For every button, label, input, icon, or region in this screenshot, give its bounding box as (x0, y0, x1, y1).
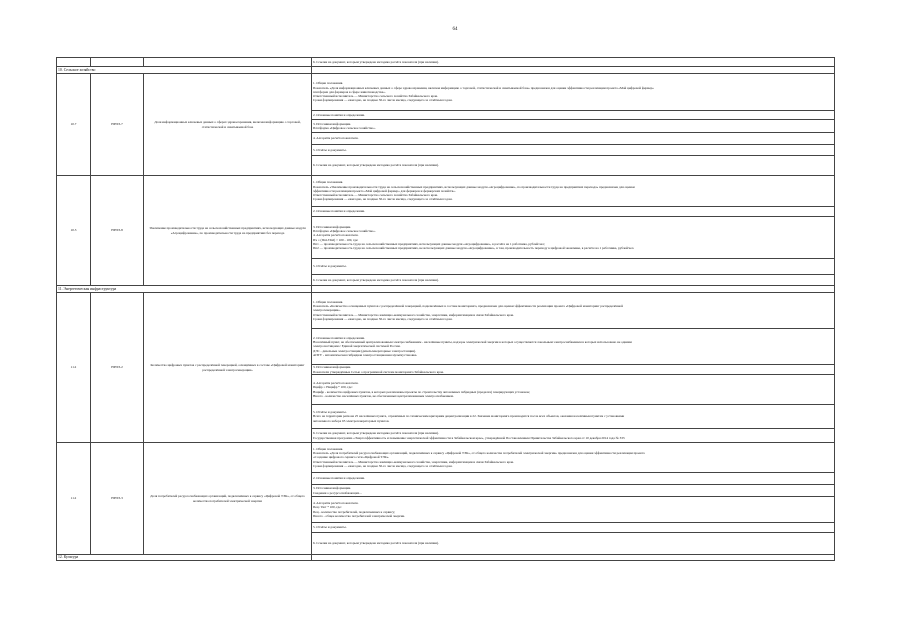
method-cell (312, 176, 835, 207)
text-line: Нацифр - количество цифровых пунктов, в которых реализованы проекты по строительству автономных гибридных (пределах) генерирующих установок; (313, 389, 530, 394)
indicator-name: Доля потребителей ресурсоснабжающих организаций, подключённых к сервису «Цифровой ТЭК», от общего количества потребителей электрической энергии (144, 443, 312, 555)
text-line: 6. Ссылки на документ, которым утверждена методика расчёта показателя (при наличии). (313, 277, 439, 282)
table-row (57, 74, 835, 111)
text-line: 1. Общие положения. (313, 180, 344, 185)
text-line: Показатель «Увеличение производительности труда на сельскохозяйственных предприятиях, использующих данные модуля «Агроцифрование», по производительности труда на предприятиях перехода» предназначен для оценки (313, 184, 635, 189)
table-row (57, 443, 835, 473)
text-line: Ответственный исполнитель — Министерство сельского хозяйства Забайкальского края. (313, 193, 438, 198)
method-cell (312, 533, 835, 555)
method-cell (312, 120, 835, 133)
table-row (57, 293, 835, 329)
section-title: 10. Сельское хозяйство (57, 67, 312, 74)
section-spacer (312, 555, 835, 561)
text-line: Государственная программа «Энергоэффективность и повышение энергетической эффективности в Забайкальском крае», утверждённой Постановлением Правительства Забайкальского края от 10 декабря 2014 года № 333 (313, 435, 625, 440)
method-cell (312, 207, 835, 217)
indicator-name: Увеличение производительности труда на сельскохозяйственных предприятиях, использующих данные модуля «Агроцифрование», по производительности труда на предприятиях без перехода (144, 176, 312, 286)
text-line: Населённый пункт, не обеспеченный централизованным электроснабжением - населённые пункты, надзоры электрической энергии в которых осуществляется локальным электроснабжением в которых использовано не одними (313, 340, 632, 345)
text-line: Сроки формирования — ежегодно, не позднее 30-го числа месяца, следующего за отчётным годом. (313, 316, 453, 321)
text-line: 4. Алгоритм расчёта показателя. (313, 136, 359, 141)
text-line: 3. Источники информации. (313, 486, 352, 491)
section-row (57, 555, 835, 561)
text-line: 3. Источники информации. (313, 121, 352, 126)
text-line: Платформа «Цифровое сельское хозяйство». (313, 229, 376, 234)
text-line: Показатели утверждённые Сетью о программной системе мониторинга Забайкальского края. (313, 369, 444, 374)
text-line: 1. Общие положения. (313, 299, 344, 304)
text-line: Ответственный исполнитель — Министерство жилищно-коммунального хозяйства, энергетики, информатизации и связи Забайкальского края. (313, 312, 514, 317)
text-line: 4. Алгоритм расчёта показателя. (313, 233, 359, 238)
text-line: Пп2 — производительность труда на сельскохозяйственных предприятиях, не использующих данные модуля «Агроцифрование», в том, производительность переходу к цифровой экономике, в расчёте на 1 работника, рублей/чел. (313, 245, 635, 250)
text-line: платформа для фермеров в сфере животноводства». (313, 89, 386, 94)
method-cell (312, 58, 835, 67)
text-line: электрочастицами с Единой энергетической системой России. (313, 344, 401, 349)
methodology-table (56, 57, 835, 561)
method-cell (312, 111, 835, 120)
text-line: эффективности реализации проекта «Мой цифровой фермер» для фермеров и фермерских хозяйств». (313, 188, 456, 193)
indicator-code: НРПЭ-8 (91, 176, 144, 286)
indicator-number: 10.7 (57, 74, 91, 176)
indicator-name: Количество цифровых пунктов с распределённой генерацией, оснащённых в составе «Цифровой мониторинг распределённой электрогенерации» (144, 293, 312, 443)
text-line: АПТУ - автоматическая гибридная электростанционная мультиустановка. (313, 352, 418, 357)
text-line: 3. Источники информации. (313, 224, 352, 229)
text-line: Ответственный исполнитель — Министерство жилищно-коммунального хозяйства, энергетики, информатизации и связи Забайкальского края. (313, 459, 514, 464)
method-cell (312, 497, 835, 523)
text-line: Сроки формирования — ежегодно, не позднее 30-го числа месяца, следующего за отчётным годом. (313, 197, 453, 202)
text-line: Пец / Пет * 100, где: (313, 505, 342, 510)
section-row (57, 286, 835, 293)
text-line: 3. Источники информации. (313, 365, 352, 370)
empty-cell (91, 58, 144, 67)
section-row (57, 67, 835, 74)
text-line: 2. Основные понятия и определения. (313, 209, 365, 214)
text-line: 6. Ссылки на документ, которым утверждена методика расчёта показателя (при наличии). (313, 431, 439, 436)
text-line: 6. Ссылки на документ, которым утверждена методика расчёта показателя (при наличии). (313, 541, 439, 546)
text-line: 2. Основные понятия и определения. (313, 112, 365, 117)
text-line: Пец - количество потребителей, подключенных к сервису; (313, 509, 395, 514)
text-line: Пвсего - общее количество потребителей электрической энергии. (313, 513, 405, 518)
table-row (57, 176, 835, 207)
text-line: 2. Основные понятия и определения. (313, 335, 365, 340)
text-line: «Создание цифрового сервиса сети «Цифровой ТЭК». (313, 455, 390, 460)
text-line: 5. Отчёты и документы. (313, 410, 347, 415)
method-cell (312, 405, 835, 429)
text-line: Всего на территории региона 25 населённых пункта, отражённых по техническим критериям децентрализации в 22. Значение мониторинга производится после всех объектов, оказания населённым пунктам с установками (313, 414, 625, 419)
method-cell (312, 485, 835, 497)
text-line: 6. Ссылки на документ, которым утверждена методика расчёта показателя (при наличии). (313, 59, 439, 64)
method-cell (312, 523, 835, 533)
method-cell (312, 259, 835, 275)
text-line: автономного набора 65 электрогенераторных пунктов. (313, 418, 390, 423)
text-line: Пцифр = Нацифр * 100, где: (313, 385, 353, 390)
section-title: 11. Энергетическая инфраструктура (57, 286, 312, 293)
text-line: 5. Отчёты и документы. (313, 264, 347, 269)
method-cell (312, 133, 835, 145)
text-line: Пп1 — производительность труда на сельскохозяйственных предприятиях, использующих данные модуля «Агроцифрование», в расчёте на 1 работника, рублей/чел; (313, 241, 545, 246)
text-line: 4. Алгоритм расчёта показателя. (313, 501, 359, 506)
text-line: Ответственный исполнитель — Министерство сельского хозяйства Забайкальского края. (313, 94, 438, 99)
text-line: 6. Ссылки на документ, которым утверждена методика расчёта показателя (при наличии). (313, 163, 439, 168)
text-line: Нвсего - количество населённых пунктов, не обеспеченных централизованным электроснабжением. (313, 393, 454, 398)
method-cell (312, 74, 835, 111)
method-cell (312, 156, 835, 176)
method-cell (312, 443, 835, 473)
text-line: 4. Алгоритм расчёта показателя. (313, 381, 359, 386)
indicator-number: 10.3 (57, 176, 91, 286)
text-line: электрогенерации». (313, 308, 341, 313)
indicator-code: НРПЭ-3 (91, 443, 144, 555)
method-cell (312, 145, 835, 156)
text-line: Сведения о ресурсоснабжающих... (313, 490, 362, 495)
text-line: Показатель «Доля потребителей ресурсоснабжающих организаций, подключённых к сервису «Цифровой ТЭК», от общего количества потребителей электрической энергии» предназначен для оценки эффективности реализации проекта (313, 451, 645, 456)
text-line: 1. Общие положения. (313, 81, 344, 86)
method-cell (312, 329, 835, 365)
text-line: Показатель «Доля информационных ключевых данных о сфере здравоохранения, включая информацию о торговой, статистической и охватываемой базе» предназначен для оценки эффективности реализации проекта «Мой цифровой фермер» (313, 85, 654, 90)
indicator-code: НРПЭ-2 (91, 293, 144, 443)
page-number: 64 (452, 27, 458, 32)
table-row (57, 58, 835, 67)
empty-cell (144, 58, 312, 67)
text-line: 2. Основные понятия и определения. (313, 476, 365, 481)
indicator-number: 11.2 (57, 443, 91, 555)
text-line: Сроки формирования — ежегодно, не позднее 30-го числа месяца, следующего за отчётным годом. (313, 463, 453, 468)
text-line: 1. Общие положения. (313, 446, 344, 451)
indicator-code: НРПЭ-7 (91, 74, 144, 176)
table-body (57, 58, 835, 561)
method-cell (312, 375, 835, 405)
method-cell (312, 473, 835, 485)
indicator-number: 11.2 (57, 293, 91, 443)
section-title: 12. Культура (57, 555, 312, 561)
method-cell (312, 217, 835, 259)
text-line: Пч = (Пп1/Пп2) × 100 - 100, где: (313, 237, 359, 242)
indicator-name: Доля информационных ключевых данных о сферах здравоохранения, включая информацию о торговой, статистической и охватываемой базе (144, 74, 312, 176)
text-line: Платформа «Цифровое сельское хозяйство». (313, 126, 376, 130)
section-spacer (312, 286, 835, 293)
text-line: 5. Отчёты и документы. (313, 147, 347, 152)
method-cell (312, 429, 835, 443)
text-line: 5. Отчёты и документы. (313, 525, 347, 530)
text-line: Показатель «Количество оснащенных пунктов с распределённой генерацией, подключённых в составе мониторинга, предназначен для оценки эффективности реализации проекта «Цифровой мониторинг распределённой (313, 304, 623, 309)
empty-cell (57, 58, 91, 67)
section-spacer (312, 67, 835, 74)
text-line: ДЭС - дизельные электростанции (дизельгенераторные электростанции). (313, 348, 416, 353)
method-cell (312, 275, 835, 286)
method-cell (312, 293, 835, 329)
method-cell (312, 365, 835, 375)
text-line: Сроки формирования — ежегодно, не позднее 30-го числа месяца, следующего за отчётным годом. (313, 98, 453, 103)
